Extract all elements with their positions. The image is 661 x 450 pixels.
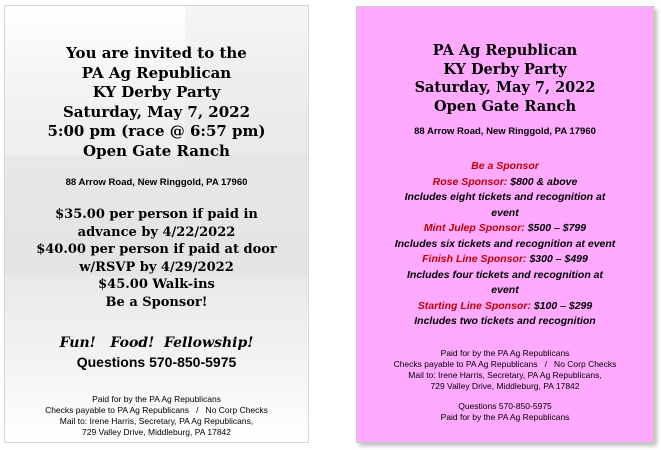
- sponsor-desc: event: [491, 206, 519, 219]
- title-line: KY Derby Party: [443, 60, 567, 78]
- sponsor-level-rose: [357, 175, 653, 191]
- sponsor-amount: $500 – $799: [524, 222, 587, 234]
- title-line: PA Ag Republican: [432, 42, 578, 59]
- sponsor-name: Mint Julep Sponsor:: [423, 222, 525, 234]
- sponsor-desc: Includes four tickets and recognition at: [406, 268, 604, 281]
- pricing-line: advance by 4/22/2022: [77, 224, 236, 240]
- footer-line: Checks payable to PA Ag Republicans / No Corp Checks: [45, 405, 268, 415]
- footer-block: [5, 394, 308, 438]
- invitation-title: [5, 44, 308, 161]
- pricing-line: $45.00 Walk-ins: [98, 277, 215, 292]
- pricing-line: $40.00 per person if paid at door: [36, 242, 277, 257]
- footer-line: Mail to: Irene Harris, Secretary, PA Ag Republicans,: [408, 370, 602, 380]
- event-time: 5:00 pm (race @ 6:57 pm): [47, 122, 266, 140]
- sponsor-desc: Includes six tickets and recognition at event: [394, 237, 616, 250]
- sponsor-name: Rose Sponsor:: [432, 175, 508, 188]
- invitation-flyer: [4, 5, 309, 443]
- pricing-block: [5, 206, 308, 311]
- address-text: 88 Arrow Road, New Ringgold, PA 17960: [414, 126, 596, 137]
- sponsor-flyer: [356, 6, 654, 443]
- event-date: Saturday, May 7, 2022: [414, 79, 596, 96]
- footer-line: Paid for by the PA Ag Republicans: [440, 348, 570, 358]
- pricing-line: $35.00 per person if paid in: [55, 207, 258, 222]
- pricing-line: w/RSVP by 4/29/2022: [79, 259, 234, 275]
- event-date: Saturday, May 7, 2022: [62, 102, 251, 121]
- sponsor-name: Finish Line Sponsor:: [422, 253, 527, 265]
- title-line: PA Ag Republican: [81, 63, 232, 82]
- paid-for-line: Paid for by the PA Ag Republicans: [440, 412, 570, 422]
- event-venue: Open Gate Ranch: [83, 141, 230, 160]
- sponsor-desc: Includes two tickets and recognition: [414, 315, 596, 327]
- sponsor-level-mint-julep: [357, 221, 653, 237]
- title-line: You are invited to the: [66, 44, 247, 62]
- sponsor-amount: $300 – $499: [526, 253, 588, 265]
- sponsor-flyer-title: [357, 42, 653, 116]
- event-venue: Open Gate Ranch: [433, 97, 577, 115]
- footer-line: 729 Valley Drive, Middleburg, PA 17842: [82, 427, 231, 437]
- event-address: [5, 177, 308, 188]
- sponsor-amount: $800 & above: [507, 175, 578, 188]
- sponsor-desc: Includes eight tickets and recognition at: [404, 191, 606, 203]
- footer-line: Mail to: Irene Harris, Secretary, PA Ag Republicans,: [59, 416, 254, 426]
- event-address: [357, 126, 653, 137]
- address-text: 88 Arrow Road, New Ringgold, PA 17960: [65, 177, 248, 188]
- sponsor-heading: Be a Sponsor: [471, 160, 539, 172]
- title-line: KY Derby Party: [92, 83, 221, 101]
- tagline-block: [5, 334, 308, 372]
- footer-block: [357, 348, 653, 392]
- footer-line: Checks payable to PA Ag Republicans / No Corp Checks: [393, 359, 617, 369]
- sponsor-name: Starting Line Sponsor:: [417, 299, 531, 312]
- sponsor-levels: [357, 159, 653, 330]
- questions-block: [357, 401, 653, 423]
- questions-phone: Questions 570-850-5975: [458, 401, 552, 411]
- tagline: Fun! Food! Fellowship!: [59, 335, 254, 351]
- footer-line: Paid for by the PA Ag Republicans: [92, 394, 221, 404]
- pricing-line: Be a Sponsor!: [105, 294, 208, 310]
- questions-phone: Questions 570-850-5975: [76, 354, 237, 370]
- sponsor-desc: event: [491, 284, 519, 296]
- footer-line: 729 Valley Drive, Middleburg, PA 17842: [430, 381, 580, 391]
- sponsor-level-finish-line: [357, 252, 653, 268]
- sponsor-amount: $100 – $299: [530, 299, 593, 312]
- sponsor-level-starting-line: [357, 299, 653, 315]
